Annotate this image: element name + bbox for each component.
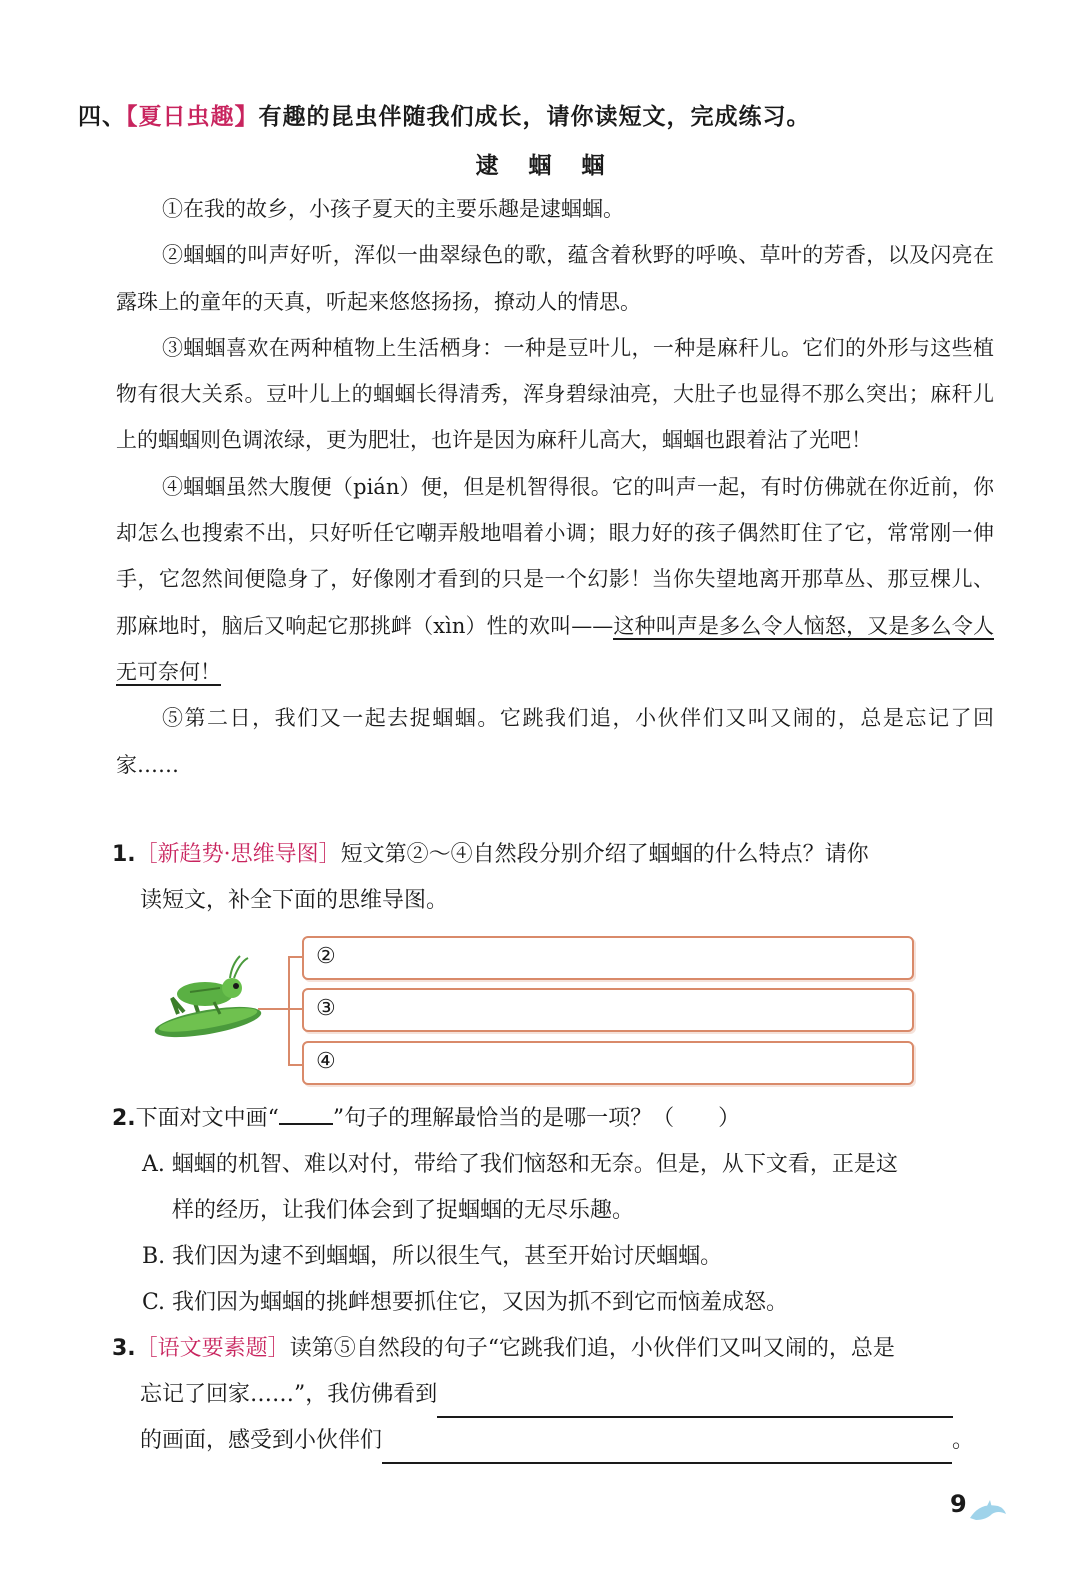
paragraph-3: ③蝈蝈喜欢在两种植物上生活栖身：一种是豆叶儿，一种是麻秆儿。它们的外形与这些植物有很大关系。豆叶儿上的蝈蝈长得清秀，浑身碧绿油亮，大肚子也显得不那么突出；麻秆儿上的蝈蝈则色调浓绿，更为肥壮，也许是因为麻秆儿高大，蝈蝈也跟着沾了光吧！ [116, 335, 994, 453]
mindmap-answer-box-4[interactable] [302, 1041, 914, 1085]
question-number: 2. [112, 1106, 136, 1131]
question-3 [112, 1326, 994, 1464]
section-instruction: 有趣的昆虫伴随我们成长，请你读短文，完成练习。 [258, 104, 811, 130]
question-tag: ［语文要素题］ [135, 1336, 290, 1361]
option-a-continued: 样的经历，让我们体会到了捉蝈蝈的无尽乐趣。 [172, 1198, 635, 1223]
underline-marker [279, 1103, 333, 1125]
section-number: 四、 [78, 104, 126, 130]
mindmap-answer-box-3[interactable] [302, 988, 914, 1032]
question-text-tail: ”句子的理解最恰当的是哪一项？（ ） [332, 1106, 741, 1131]
question-text: 下面对文中画“ [135, 1106, 279, 1131]
option-a[interactable]: A. 蝈蝈的机智、难以对付，带给了我们恼怒和无奈。但是，从下文看，正是这 [142, 1152, 898, 1177]
question-2 [112, 1096, 994, 1326]
mindmap-connector [258, 1008, 288, 1010]
question-tag: ［新趋势·思维导图］ [135, 842, 341, 867]
box-label: ④ [316, 1049, 336, 1074]
box-label: ③ [316, 996, 336, 1021]
question-number: 3. [112, 1336, 136, 1361]
paragraph-4-text: ④蝈蝈虽然大腹便（pián）便，但是机智得很。它的叫声一起，有时仿佛就在你近前，你却怎么也搜索不出，只好听任它嘲弄般地唱着小调；眼力好的孩子偶然盯住了它，常常刚一伸手，它忽然间便隐身了，好像刚才看到的只是一个幻影！当你失望地离开那草丛、那豆棵儿、那麻地时，脑后又响起它那挑衅（xìn）性的欢叫—— [116, 474, 994, 638]
page-number: 9 [950, 1490, 967, 1518]
article-title: 逮蝈蝈 [475, 153, 635, 179]
paragraph-5: ⑤第二日，我们又一起去捉蝈蝈。它跳我们追，小伙伴们又叫又闹的，总是忘记了回家…… [116, 706, 994, 777]
answer-line-1[interactable] [437, 1390, 953, 1418]
mindmap-answer-box-2[interactable] [302, 936, 914, 980]
mind-map [150, 928, 920, 1088]
answer-line-2[interactable] [382, 1436, 952, 1464]
question-text-continued: 忘记了回家……”，我仿佛看到 [140, 1382, 438, 1407]
paragraph-2: ②蝈蝈的叫声好听，浑似一曲翠绿色的歌，蕴含着秋野的呼唤、草叶的芳香，以及闪亮在露珠上的童年的天真，听起来悠悠扬扬，撩动人的情思。 [116, 243, 994, 314]
option-c[interactable]: C. 我们因为蝈蝈的挑衅想要抓住它，又因为抓不到它而恼羞成怒。 [142, 1290, 789, 1315]
dolphin-icon [968, 1498, 1008, 1528]
section-tag: 【夏日虫趣】 [126, 104, 259, 130]
question-text-continued: 读短文，补全下面的思维导图。 [140, 888, 449, 913]
period: 。 [952, 1428, 975, 1453]
mindmap-connector [288, 1008, 302, 1010]
question-text-continued: 的画面，感受到小伙伴们 [140, 1428, 383, 1453]
article-body [116, 186, 994, 788]
question-1 [112, 832, 994, 924]
option-b[interactable]: B. 我们因为逮不到蝈蝈，所以很生气，甚至开始讨厌蝈蝈。 [142, 1244, 723, 1269]
underlined-sentence: 这种叫声是多么令人恼怒，又是多么令人无可奈何！ [116, 613, 994, 684]
paragraph-4 [116, 464, 994, 695]
section-heading [78, 98, 811, 131]
question-text: 短文第②～④自然段分别介绍了蝈蝈的什么特点？请你 [340, 842, 869, 867]
question-number: 1. [112, 842, 136, 867]
question-text: 读第⑤自然段的句子“它跳我们追，小伙伴们又叫又闹的，总是 [289, 1336, 895, 1361]
box-label: ② [316, 944, 336, 969]
grasshopper-icon [150, 954, 270, 1049]
paragraph-1: ①在我的故乡，小孩子夏天的主要乐趣是逮蝈蝈。 [162, 197, 624, 221]
